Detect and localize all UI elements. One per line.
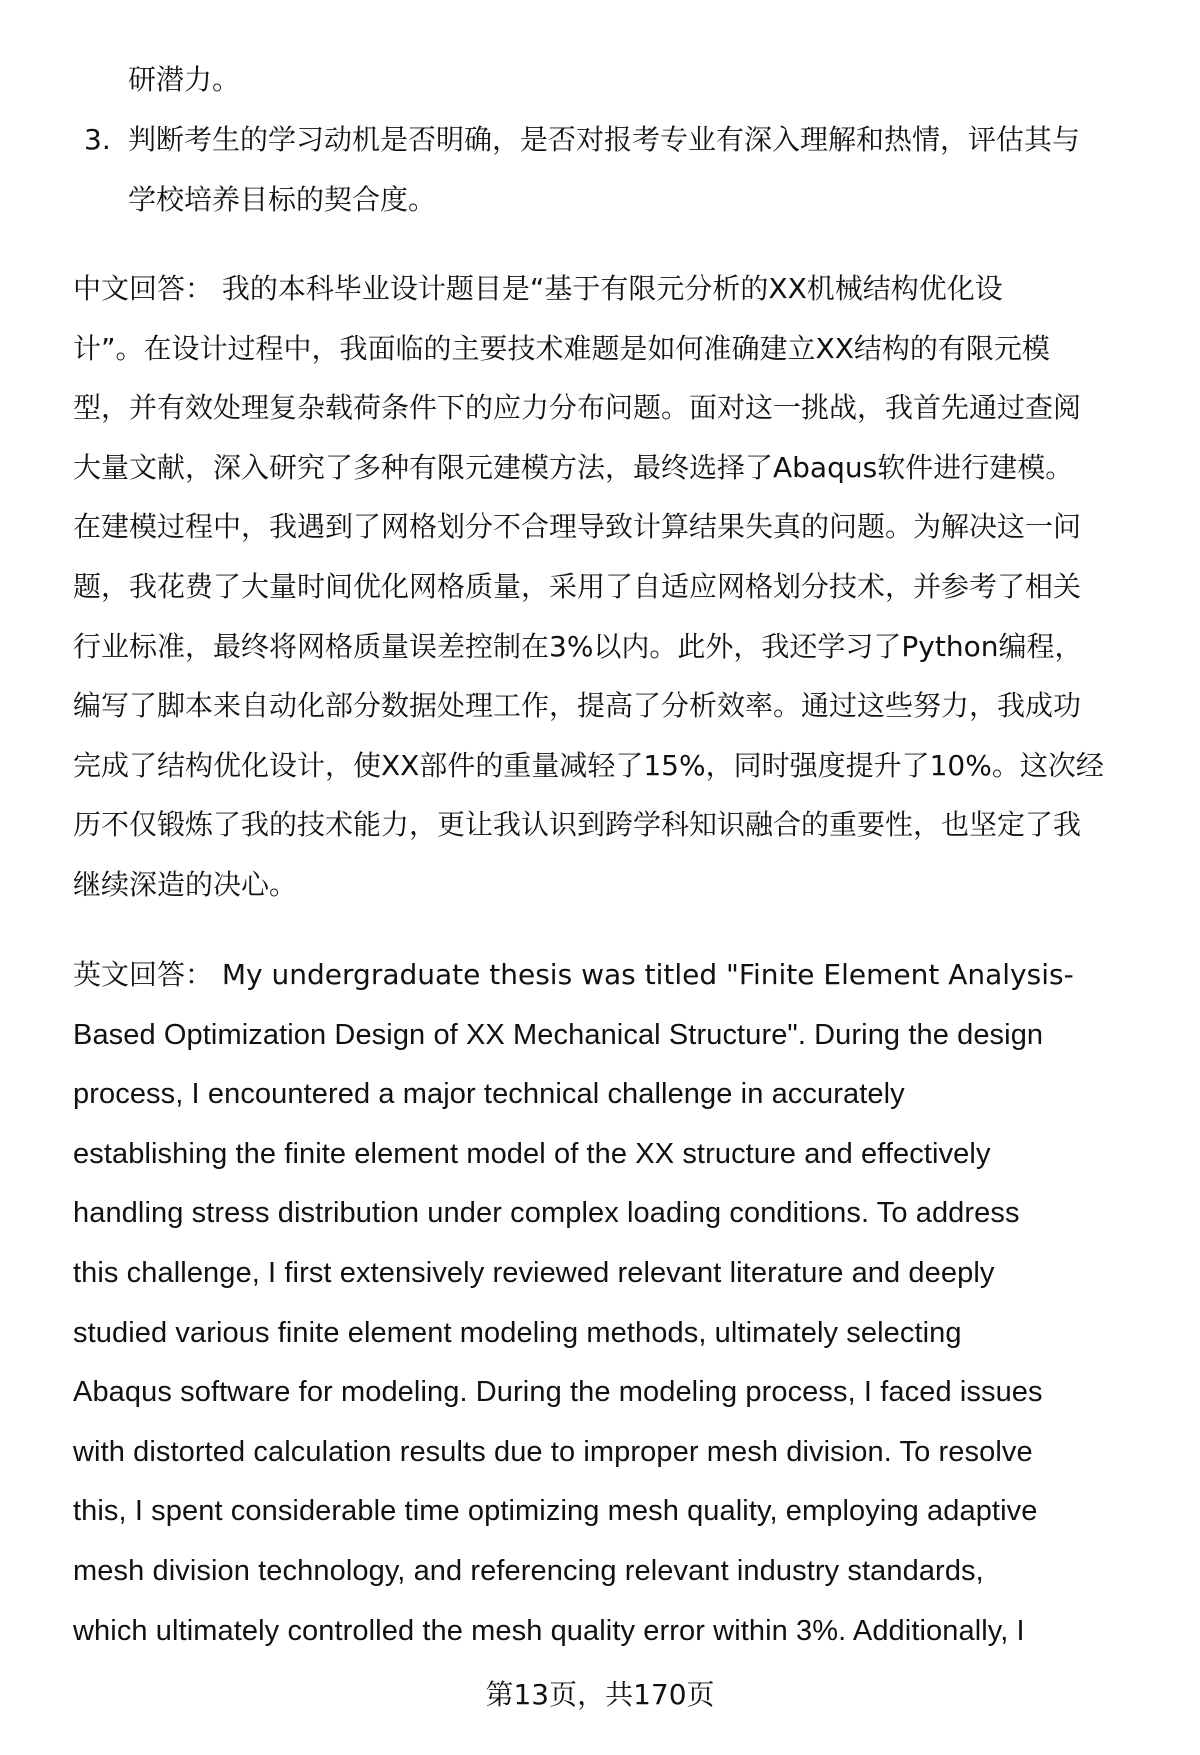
paragraph-line: 题，我花费了大量时间优化网格质量，采用了自适应网格划分技术，并参考了相关 — [73, 570, 1082, 603]
paragraph-line: this challenge, I first extensively reviewed relevant literature and deeply — [73, 1257, 995, 1289]
paragraph-line: Abaqus software for modeling. During the modeling process, I faced issues — [73, 1376, 1043, 1409]
paragraph-line: 编写了脚本来自动化部分数据处理工作，提高了分析效率。通过这些努力，我成功 — [73, 689, 1082, 723]
paragraph-line: mesh division technology, and referencing relevant industry standards, — [73, 1555, 984, 1587]
paragraph-line: 中文回答： 我的本科毕业设计题目是“基于有限元分析的XX机械结构优化设 — [73, 272, 1003, 305]
paragraph-line: 在建模过程中，我遇到了网格划分不合理导致计算结果失真的问题。为解决这一问 — [73, 510, 1082, 544]
list-item-number: 3. — [84, 123, 111, 156]
list-continuation-text: 研潜力。 — [128, 63, 241, 96]
paragraph-line: with distorted calculation results due to improper mesh division. To resolve — [73, 1435, 1033, 1468]
list-item-text: 判断考生的学习动机是否明确，是否对报考专业有深入理解和热情，评估其与 — [128, 123, 1081, 156]
paragraph-line: studied various finite element modeling methods, ultimately selecting — [73, 1316, 962, 1349]
paragraph-line: 历不仅锻炼了我的技术能力，更让我认识到跨学科知识融合的重要性，也坚定了我 — [73, 808, 1082, 842]
paragraph-line: Based Optimization Design of XX Mechanical Structure". During the design — [73, 1018, 1044, 1051]
paragraph-line: which ultimately controlled the mesh quality error within 3%. Additionally, I — [73, 1614, 1025, 1647]
page-number-footer: 第13页，共170页 — [485, 1678, 715, 1711]
paragraph-line: establishing the finite element model of the XX structure and effectively — [73, 1137, 991, 1170]
paragraph-line: handling stress distribution under complex loading conditions. To address — [73, 1197, 1020, 1230]
paragraph-line: process, I encountered a major technical challenge in accurately — [73, 1078, 905, 1111]
paragraph-line: 行业标准，最终将网格质量误差控制在3%以内。此外，我还学习了Python编程， — [73, 629, 1083, 663]
paragraph-line: 型，并有效处理复杂载荷条件下的应力分布问题。面对这一挑战，我首先通过查阅 — [73, 391, 1082, 425]
paragraph-line: 英文回答： My undergraduate thesis was titled "Finite Element Analysis- — [73, 958, 1074, 991]
paragraph-line: 继续深造的决心。 — [73, 868, 298, 901]
list-item-text: 学校培养目标的契合度。 — [128, 183, 437, 216]
paragraph-line: 完成了结构优化设计，使XX部件的重量减轻了15%，同时强度提升了10%。这次经 — [73, 748, 1104, 782]
paragraph-line: this, I spent considerable time optimizing mesh quality, employing adaptive — [73, 1495, 1038, 1528]
paragraph-line: 大量文献，深入研究了多种有限元建模方法，最终选择了Abaqus软件进行建模。 — [73, 450, 1074, 484]
paragraph-line: 计”。在设计过程中，我面临的主要技术难题是如何准确建立XX结构的有限元模 — [73, 331, 1050, 365]
